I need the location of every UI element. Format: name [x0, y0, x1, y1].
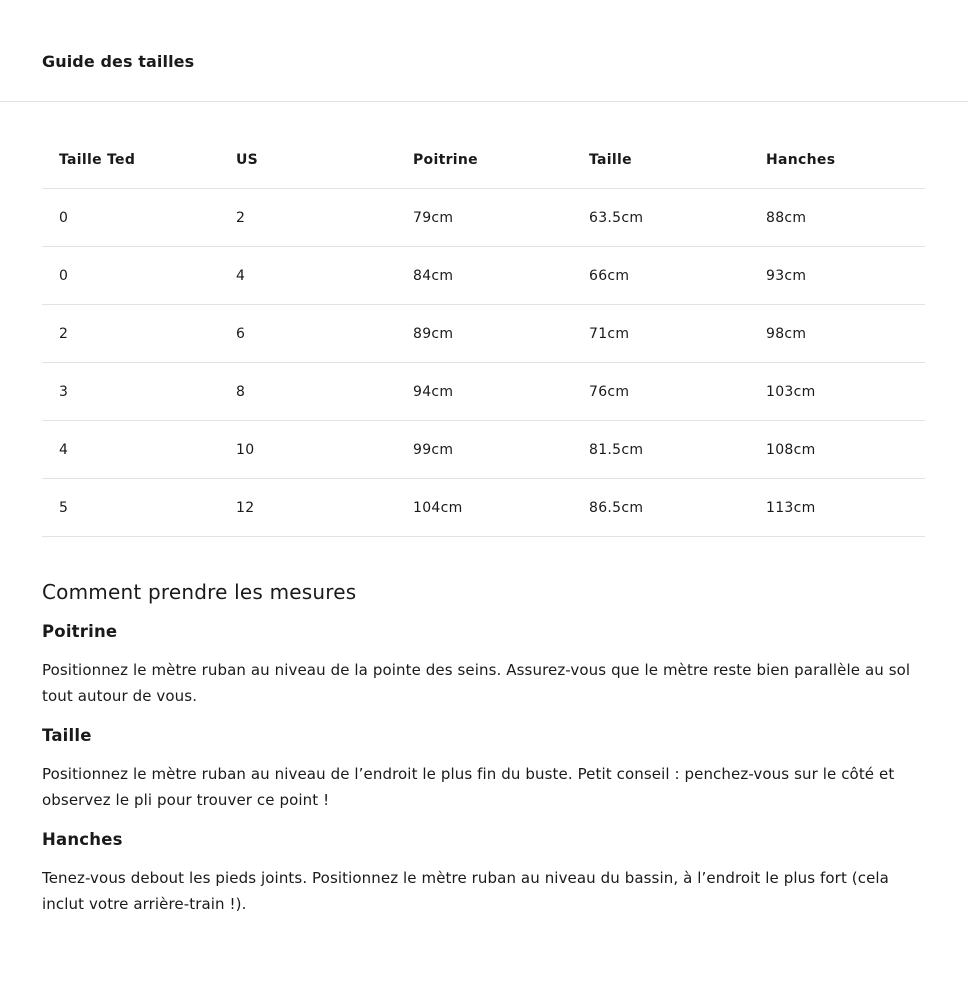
table-cell: 3: [42, 363, 219, 421]
table-cell: 0: [42, 247, 219, 305]
table-cell: 113cm: [749, 479, 925, 537]
table-cell: 103cm: [749, 363, 925, 421]
table-row: [42, 247, 925, 305]
table-cell: 5: [42, 479, 219, 537]
table-cell: 88cm: [749, 189, 925, 247]
column-header-taille-ted: Taille Ted: [42, 131, 219, 189]
measurement-guide-title: Comment prendre les mesures: [42, 580, 357, 604]
column-header-hanches: Hanches: [749, 131, 925, 189]
table-cell: 108cm: [749, 421, 925, 479]
table-cell: 8: [219, 363, 396, 421]
modal-header: [0, 0, 968, 102]
table-row: [42, 421, 925, 479]
column-header-poitrine: Poitrine: [396, 131, 572, 189]
column-header-taille: Taille: [572, 131, 749, 189]
table-cell: 84cm: [396, 247, 572, 305]
section-heading-hanches: Hanches: [42, 830, 123, 849]
table-row: [42, 189, 925, 247]
table-cell: 6: [219, 305, 396, 363]
table-cell: 66cm: [572, 247, 749, 305]
table-cell: 94cm: [396, 363, 572, 421]
table-cell: 4: [42, 421, 219, 479]
section-text-hanches: Tenez-vous debout les pieds joints. Positionnez le mètre ruban au niveau du bassin, à l’endroit le plus fort (cela inclut votre arrière-train !).: [42, 869, 889, 913]
table-cell: 63.5cm: [572, 189, 749, 247]
table-cell: 79cm: [396, 189, 572, 247]
section-text-poitrine: Positionnez le mètre ruban au niveau de la pointe des seins. Assurez-vous que le mètre reste bien parallèle au sol tout autour de vous.: [42, 661, 911, 705]
size-table: [42, 131, 925, 537]
size-table-container: [42, 131, 925, 537]
table-header-row: [42, 131, 925, 189]
section-text-taille: Positionnez le mètre ruban au niveau de l’endroit le plus fin du buste. Petit conseil : penchez-vous sur le côté et observez le pli pour trouver ce point !: [42, 765, 895, 809]
table-cell: 104cm: [396, 479, 572, 537]
table-cell: 0: [42, 189, 219, 247]
section-heading-taille: Taille: [42, 726, 92, 745]
measurement-guide: [42, 580, 926, 934]
table-cell: 86.5cm: [572, 479, 749, 537]
section-heading-poitrine: Poitrine: [42, 622, 118, 641]
table-cell: 4: [219, 247, 396, 305]
table-row: [42, 479, 925, 537]
column-header-us: US: [219, 131, 396, 189]
table-cell: 99cm: [396, 421, 572, 479]
table-cell: 81.5cm: [572, 421, 749, 479]
table-cell: 71cm: [572, 305, 749, 363]
table-cell: 76cm: [572, 363, 749, 421]
table-row: [42, 363, 925, 421]
page-title: Guide des tailles: [42, 52, 195, 71]
table-cell: 2: [42, 305, 219, 363]
table-row: [42, 305, 925, 363]
table-cell: 12: [219, 479, 396, 537]
table-cell: 93cm: [749, 247, 925, 305]
table-cell: 10: [219, 421, 396, 479]
table-cell: 98cm: [749, 305, 925, 363]
table-cell: 2: [219, 189, 396, 247]
table-cell: 89cm: [396, 305, 572, 363]
